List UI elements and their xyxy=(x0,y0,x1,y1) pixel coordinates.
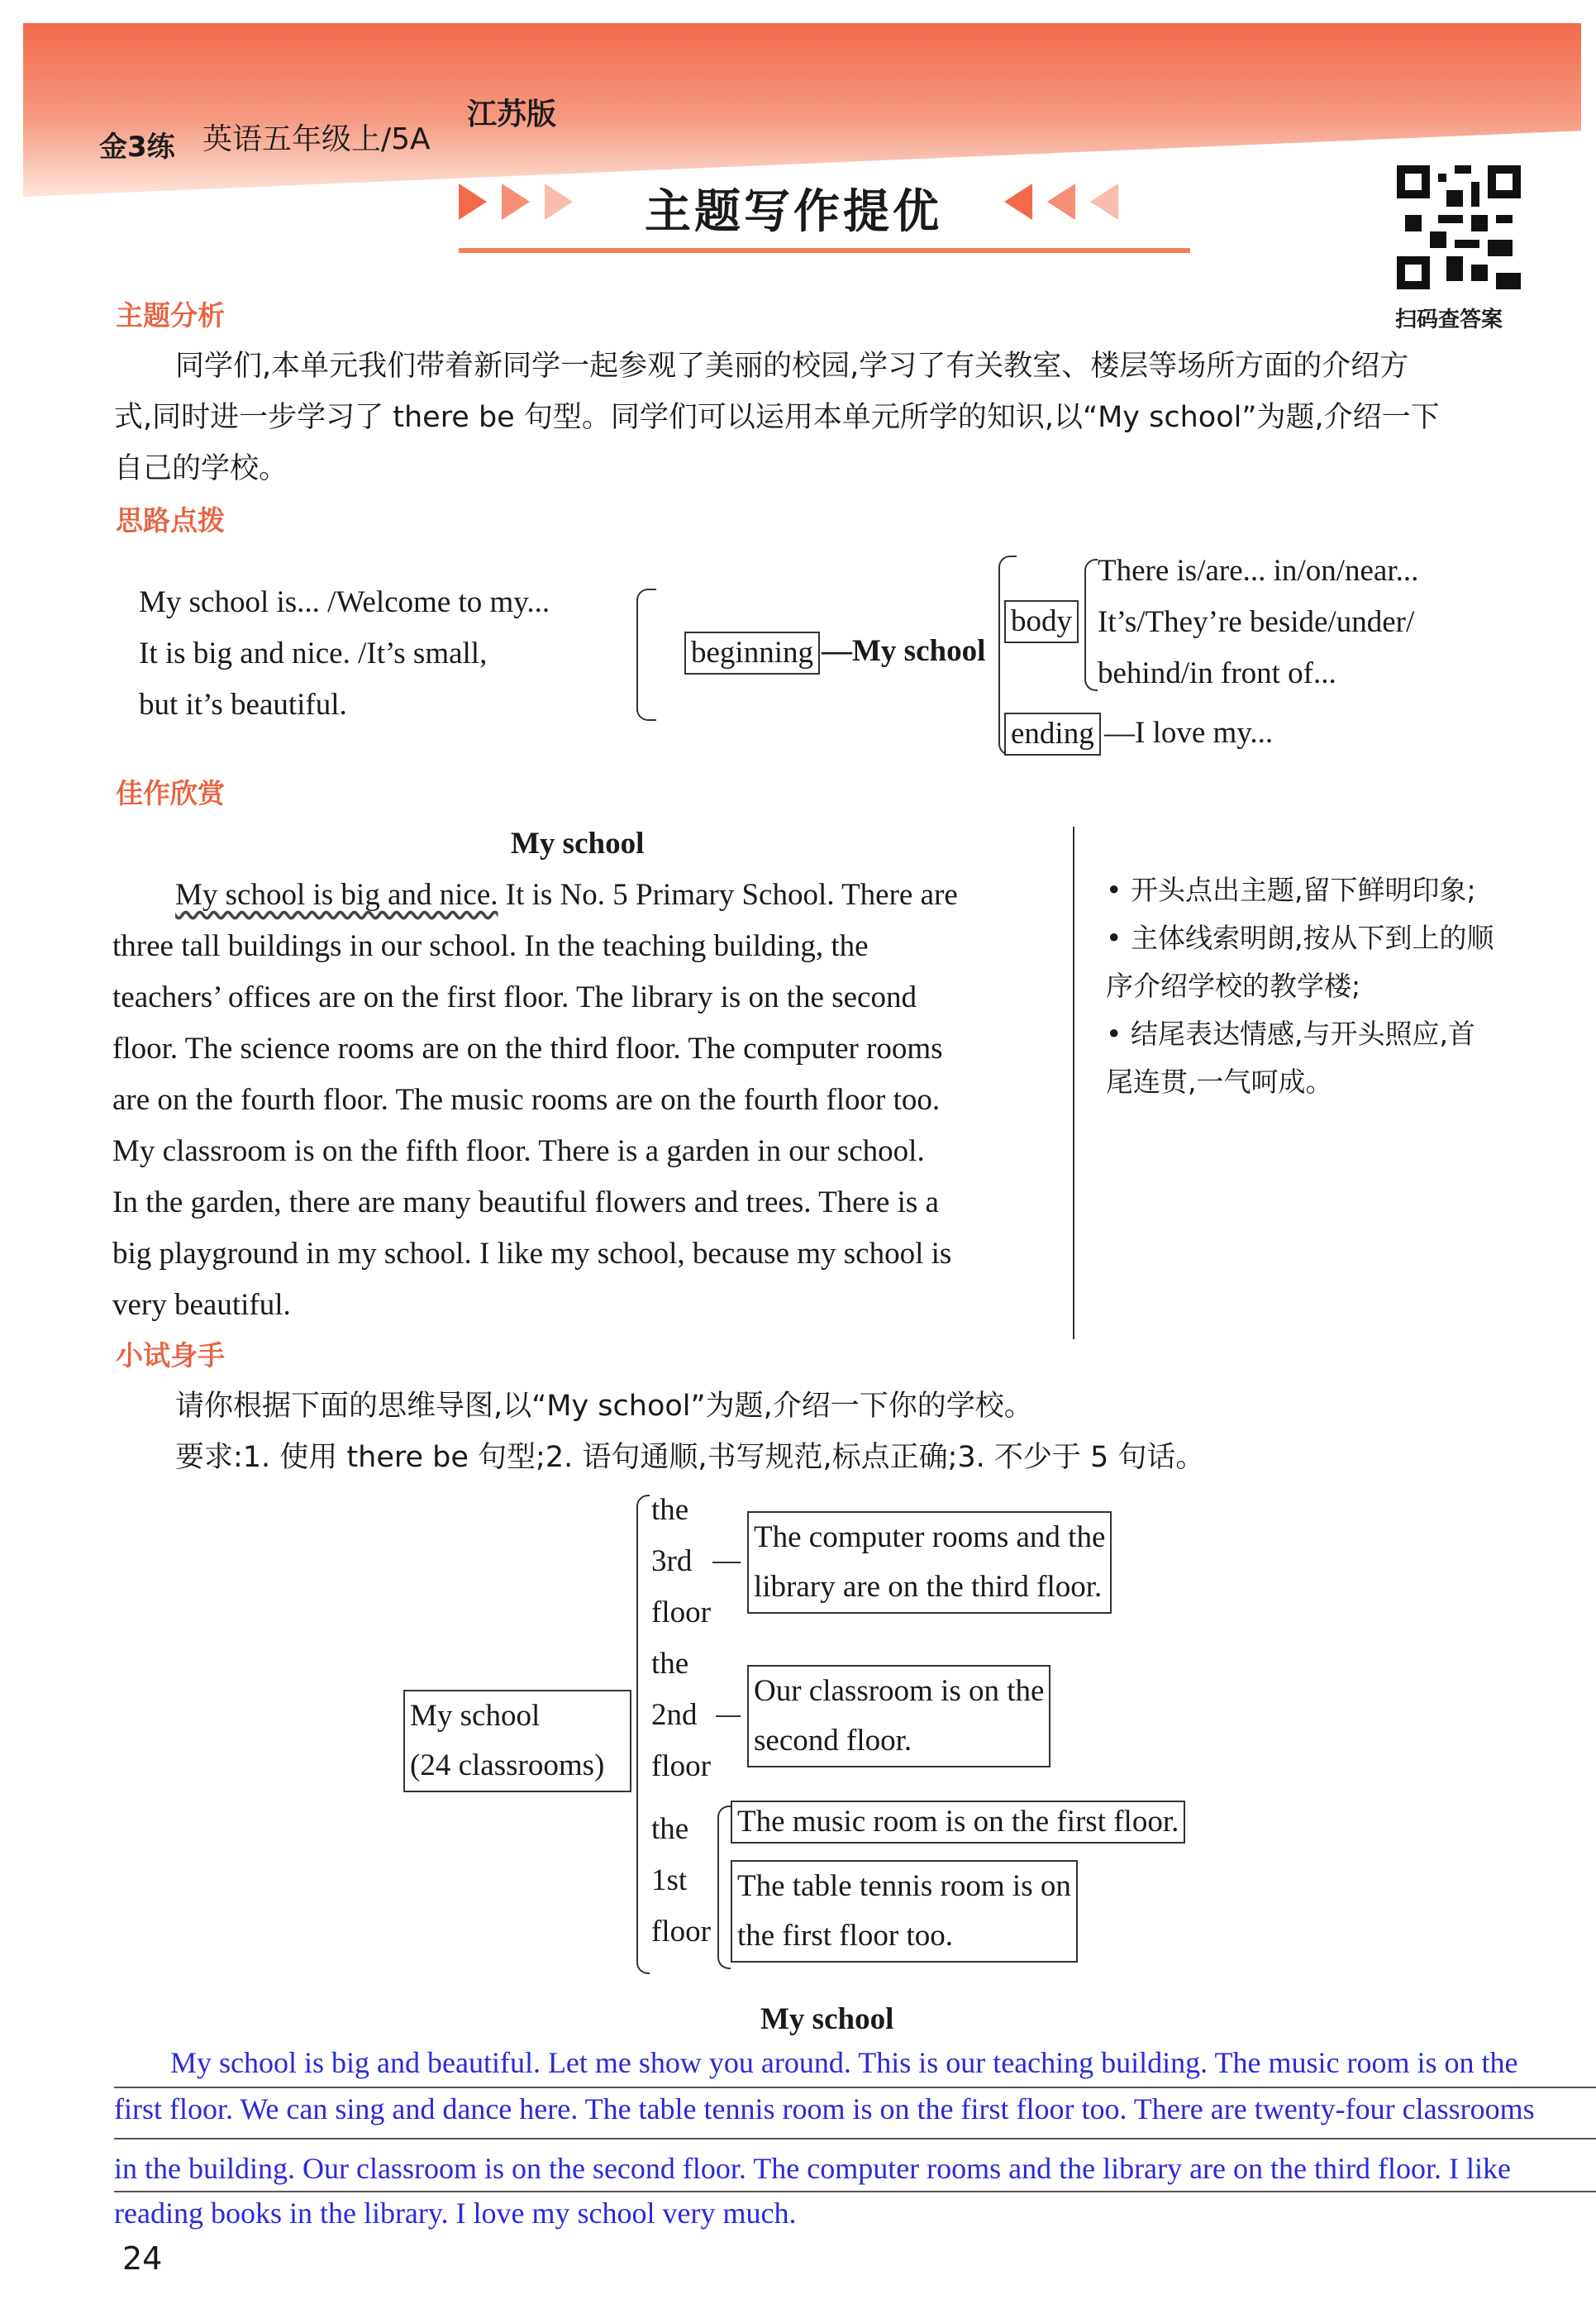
sample-line-3: teachers’ offices are on the first floor. The library is on the second xyxy=(112,980,917,1014)
analysis-heading: 主题分析 xyxy=(116,299,225,332)
notes-divider xyxy=(1073,827,1074,1339)
mindmap-root: My school (24 classrooms) xyxy=(403,1690,631,1792)
qr-code-icon[interactable] xyxy=(1397,165,1521,289)
sample-line-8: big playground in my school. I like my school, because my school is xyxy=(112,1237,952,1271)
ending-text: —I love my... xyxy=(1104,716,1274,750)
floor1-label: the 1st floor xyxy=(651,1812,711,1949)
sample-opening: My school is big and nice. xyxy=(175,878,498,912)
left-arrows-icon xyxy=(1004,184,1118,220)
floor1-box-b: The table tennis room is on the first floor too. xyxy=(731,1860,1078,1963)
floor2-label: the 2nd floor xyxy=(651,1647,711,1783)
answer-title: My school xyxy=(760,2002,894,2036)
book-logo: 金3练 xyxy=(99,131,175,164)
edition-label: 江苏版 xyxy=(467,98,557,131)
beginning-line-1: My school is... /Welcome to my... xyxy=(139,585,550,619)
sample-line-9: very beautiful. xyxy=(112,1288,291,1322)
body-line-3: behind/in front of... xyxy=(1098,656,1336,690)
answer-line-1: My school is big and beautiful. Let me show you around. This is our teaching building. The music room is on the xyxy=(170,2046,1518,2079)
practice-requirement: 要求:1. 使用 there be 句型;2. 语句通顺,书写规范,标点正确;3. 不少于 5 句话。 xyxy=(175,1441,1205,1474)
ruled-line-3 xyxy=(114,2191,1596,2192)
header-banner xyxy=(23,23,1581,197)
body-line-2: It’s/They’re beside/under/ xyxy=(1098,605,1415,639)
floor3-connector xyxy=(712,1562,741,1563)
ending-label: ending xyxy=(1004,713,1101,756)
floor3-box: The computer rooms and the library are on the third floor. xyxy=(747,1511,1112,1614)
body-line-1: There is/are... in/on/near... xyxy=(1098,554,1419,588)
analysis-line-2: 式,同时进一步学习了 there be 句型。同学们可以运用本单元所学的知识,以“My school”为题,介绍一下 xyxy=(114,401,1440,434)
floor3-label: the 3rd floor xyxy=(651,1493,711,1629)
note-line-5: 尾连贯,一气呵成。 xyxy=(1106,1066,1333,1098)
practice-heading: 小试身手 xyxy=(116,1339,225,1371)
body-label: body xyxy=(1004,600,1079,643)
section-title: 主题写作提优 xyxy=(645,185,942,239)
practice-instruction: 请你根据下面的思维导图,以“My school”为题,介绍一下你的学校。 xyxy=(175,1390,1033,1423)
ruled-line-1 xyxy=(114,2087,1596,2088)
sample-line-5: are on the fourth floor. The music rooms are on the fourth floor too. xyxy=(112,1083,941,1117)
answer-line-4: reading books in the library. I love my school very much. xyxy=(114,2197,797,2230)
beginning-label: beginning xyxy=(684,632,820,675)
title-underline xyxy=(459,248,1190,253)
body-brace xyxy=(1084,559,1098,691)
ruled-line-2 xyxy=(114,2138,1596,2139)
sample-line-6: My classroom is on the fifth floor. There is a garden in our school. xyxy=(112,1134,925,1168)
floor1-brace xyxy=(717,1806,731,1969)
qr-label: 扫码查答案 xyxy=(1395,308,1503,332)
center-label: —My school xyxy=(822,634,986,668)
answer-line-3: in the building. Our classroom is on the second floor. The computer rooms and the library are on the third floor. I like xyxy=(114,2152,1511,2185)
floor1-box-a: The music room is on the first floor. xyxy=(731,1801,1185,1844)
sample-heading: 佳作欣赏 xyxy=(116,777,225,809)
floor2-connector xyxy=(716,1715,741,1717)
analysis-line-3: 自己的学校。 xyxy=(114,452,288,485)
right-arrows-icon xyxy=(459,184,573,220)
sample-line-7: In the garden, there are many beautiful flowers and trees. There is a xyxy=(112,1185,939,1219)
note-line-2: • 主体线索明朗,按从下到上的顺 xyxy=(1106,922,1494,954)
sample-line-1: My school is big and nice. It is No. 5 Primary School. There are xyxy=(175,878,958,912)
page-number: 24 xyxy=(122,2240,163,2277)
book-title: 英语五年级上/5A xyxy=(202,122,431,156)
sample-line-4: floor. The science rooms are on the third floor. The computer rooms xyxy=(112,1032,943,1066)
beginning-line-3: but it’s beautiful. xyxy=(139,688,347,722)
ideas-heading: 思路点拨 xyxy=(116,504,225,537)
mindmap-brace xyxy=(636,1495,650,1974)
note-line-3: 序介绍学校的教学楼; xyxy=(1106,970,1361,1002)
floor2-box: Our classroom is on the second floor. xyxy=(747,1665,1051,1767)
beginning-brace xyxy=(636,589,656,721)
sample-title: My school xyxy=(511,827,645,861)
answer-line-2: first floor. We can sing and dance here. The table tennis room is on the first floor too. There are twenty-four classrooms xyxy=(114,2092,1535,2125)
analysis-line-1: 同学们,本单元我们带着新同学一起参观了美丽的校园,学习了有关教室、楼层等场所方面的介绍方 xyxy=(175,350,1409,383)
note-line-1: • 开头点出主题,留下鲜明印象; xyxy=(1106,874,1476,906)
sample-line-2: three tall buildings in our school. In the teaching building, the xyxy=(112,929,869,963)
beginning-line-2: It is big and nice. /It’s small, xyxy=(139,637,488,670)
note-line-4: • 结尾表达情感,与开头照应,首 xyxy=(1106,1018,1475,1050)
